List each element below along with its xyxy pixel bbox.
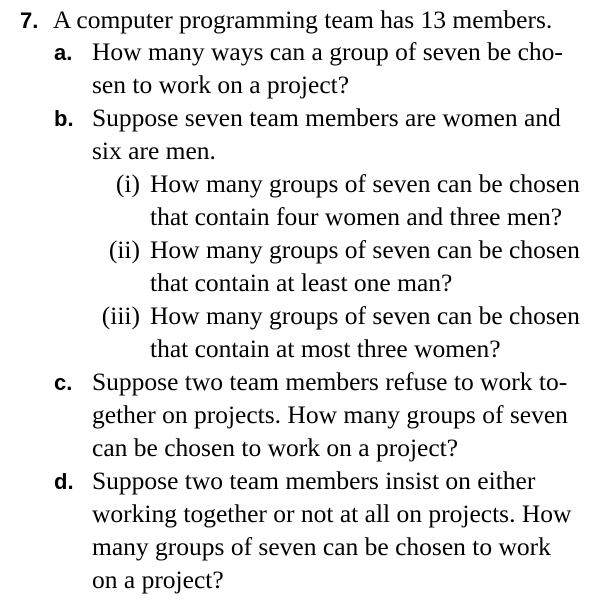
part-b-line-1: Suppose seven team members are women and [92,103,561,132]
part-b-i-line-1: How many groups of seven can be chosen [150,169,580,198]
part-a-label: a. [54,40,73,65]
part-b-ii-label: (ii) [108,235,140,264]
part-d-line-4: on a project? [92,565,224,594]
part-b-line-2: six are men. [92,136,216,165]
part-b-label: b. [54,106,74,131]
part-b-ii-line-1: How many groups of seven can be chosen [150,235,580,264]
part-c-line-3: can be chosen to work on a project? [92,433,459,462]
part-c-line-1: Suppose two team members refuse to work to- [92,367,568,396]
part-d-line-3: many groups of seven can be chosen to work [92,532,551,561]
part-b-iii-line-1: How many groups of seven can be chosen [150,301,580,330]
part-d-label: d. [54,469,74,494]
part-d-line-1: Suppose two team members insist on either [92,466,536,495]
part-a-line-1: How many ways can a group of seven be cho- [92,37,563,66]
problem-number: 7. [20,8,39,33]
part-b-i-line-2: that contain four women and three men? [150,202,563,231]
problem-stem: A computer programming team has 13 members. [53,5,553,34]
part-c-line-2: gether on projects. How many groups of seven [92,400,568,429]
part-c-label: c. [54,370,73,395]
part-b-ii-line-2: that contain at least one man? [150,268,453,297]
part-b-iii-line-2: that contain at most three women? [150,334,501,363]
part-b-i-label: (i) [115,169,140,198]
part-d-line-2: working together or not at all on projects. How [92,499,572,528]
part-a-line-2: sen to work on a project? [92,70,350,99]
part-b-iii-label: (iii) [101,301,140,330]
